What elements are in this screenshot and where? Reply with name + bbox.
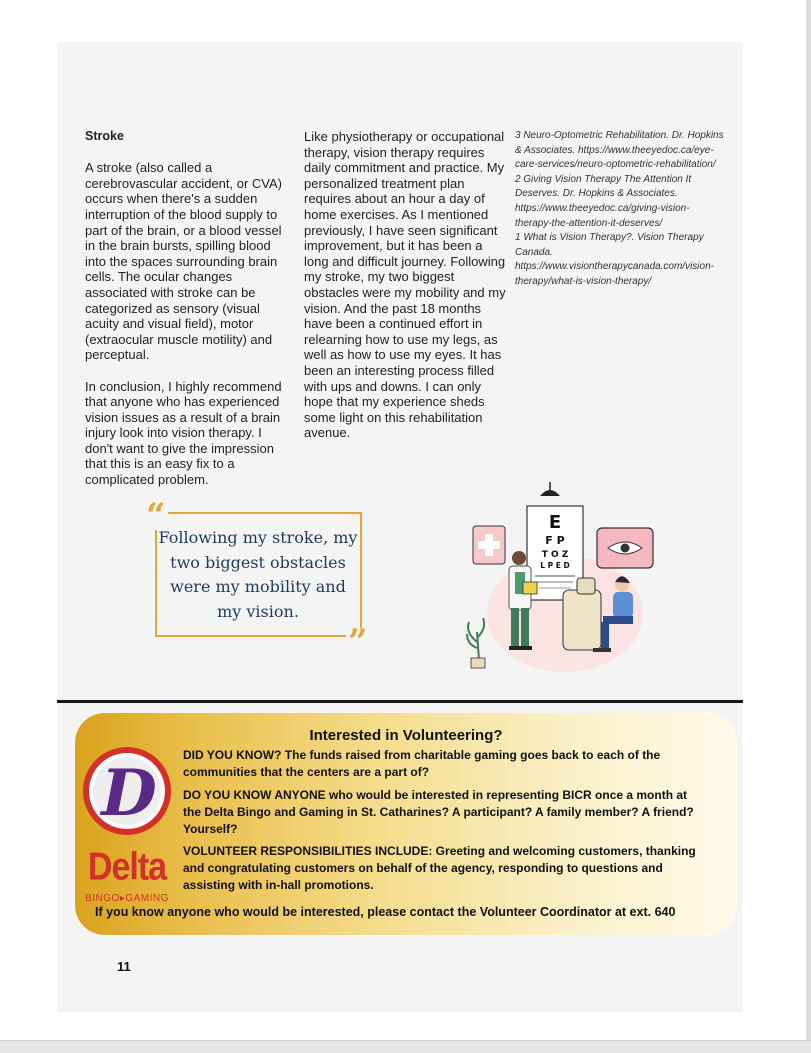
article-paragraph: In conclusion, I highly recommend that anyone who has experienced vision issues as a result of a brain injury look into vision therapy. I don't want to give the impression that this is an easy fix to a complicated problem. [85,378,282,488]
article-column-1 [85,129,290,488]
references-column [515,129,725,290]
volunteer-title: Interested in Volunteering? [309,727,503,744]
eye-chart-row: L P E D [540,561,570,570]
article-heading: Stroke [85,129,124,143]
article-paragraph: A stroke (also called a cerebrovascular accident, or CVA) occurs when there's a sudden interruption of the blood supply to part of the brain, or a blood vessel in the brain bursts, spilling blood into the spaces surrounding brain cells. The ocular changes associated with stroke can be categorized as sensory (visual acuity and visual field), motor (extraocular muscle motility) and perceptual. [85,160,283,363]
volunteer-banner [75,713,737,935]
article-paragraph: Like physiotherapy or occupational therapy, vision therapy requires daily commitment and practice. My personalized treatment plan requires about an hour a day of home exercises. As I mentioned previously, I have seen significant improvement, but it has been a long and difficult journey. Following my stroke, my two biggest obstacles were my mobility and my vision. And the past 18 months have been a continued effort in relearning how to use my legs, as well as how to use my eyes. It has been an interesting process filled with ups and downs. I can only hope that my experience sheds some light on this rehabilitation avenue. [304,129,506,441]
reference-item: 3 Neuro-Optometric Rehabilitation. Dr. Hopkins & Associates. https://www.theeyedoc.ca/eye-care-services/neuro-optometric-rehabilitation/ [515,130,724,171]
logo-subtitle: BINGO▸GAMING [85,893,169,904]
pull-quote [144,496,374,662]
plant-icon [467,618,484,660]
responsibilities-text: VOLUNTEER RESPONSIBILITIES INCLUDE: Greeting and welcoming customers, thanking and congratulating customers on behalf of the agency, responding to questions and assisting with in-hall promotions. [183,844,696,892]
close-quote-icon: ” [348,622,368,662]
eye-chart-row: E [548,512,562,533]
logo-wordmark: Delta [87,845,167,889]
contact-text: If you know anyone who would be interested, please contact the Volunteer Coordinator at ext. 640 [95,905,676,919]
do-you-know-text: DO YOU KNOW ANYONE who would be interested in representing BICR once a month at the Delta Bingo and Gaming in St. Catharines? A participant? A family member? A friend? Yourself? [183,788,694,836]
doctor-head [512,551,526,565]
article-column-2 [304,129,506,441]
reference-item: 1 What is Vision Therapy?. Vision Therapy Canada. https://www.visiontherapycanada.com/vision-therapy/what-is-vision-therapy/ [515,232,714,287]
eye-exam-illustration [465,482,665,672]
viewer-top-margin [0,0,811,42]
patient-body [613,592,633,618]
logo-letter: D [101,756,157,831]
clipboard-icon [523,582,537,594]
did-you-know-text: DID YOU KNOW? The funds raised from charitable gaming goes back to each of the communities that the centers are a part of? [183,748,661,779]
delta-logo [81,743,173,903]
ceiling-lamp-icon [540,490,560,496]
reference-item: 2 Giving Vision Therapy The Attention It Deserves. Dr. Hopkins & Associates. https://www.theeyedoc.ca/giving-vision-therapy-the-attention-it-deserves/ [515,173,692,229]
exam-chair [563,590,601,650]
delta-logo-mark [81,743,173,843]
document-page [57,42,743,1012]
open-quote-icon: “ [146,496,166,536]
viewer-scrollbar[interactable] [806,0,811,1052]
section-divider [57,700,743,703]
viewer-bottom-bar [0,1040,811,1053]
pull-quote-text: Following my stroke, my two biggest obstacles were my mobility and my vision. [158,528,358,621]
page-number: 11 [117,959,131,974]
eye-chart-row: F P [545,534,565,547]
eye-chart-row: T O Z [541,550,569,560]
